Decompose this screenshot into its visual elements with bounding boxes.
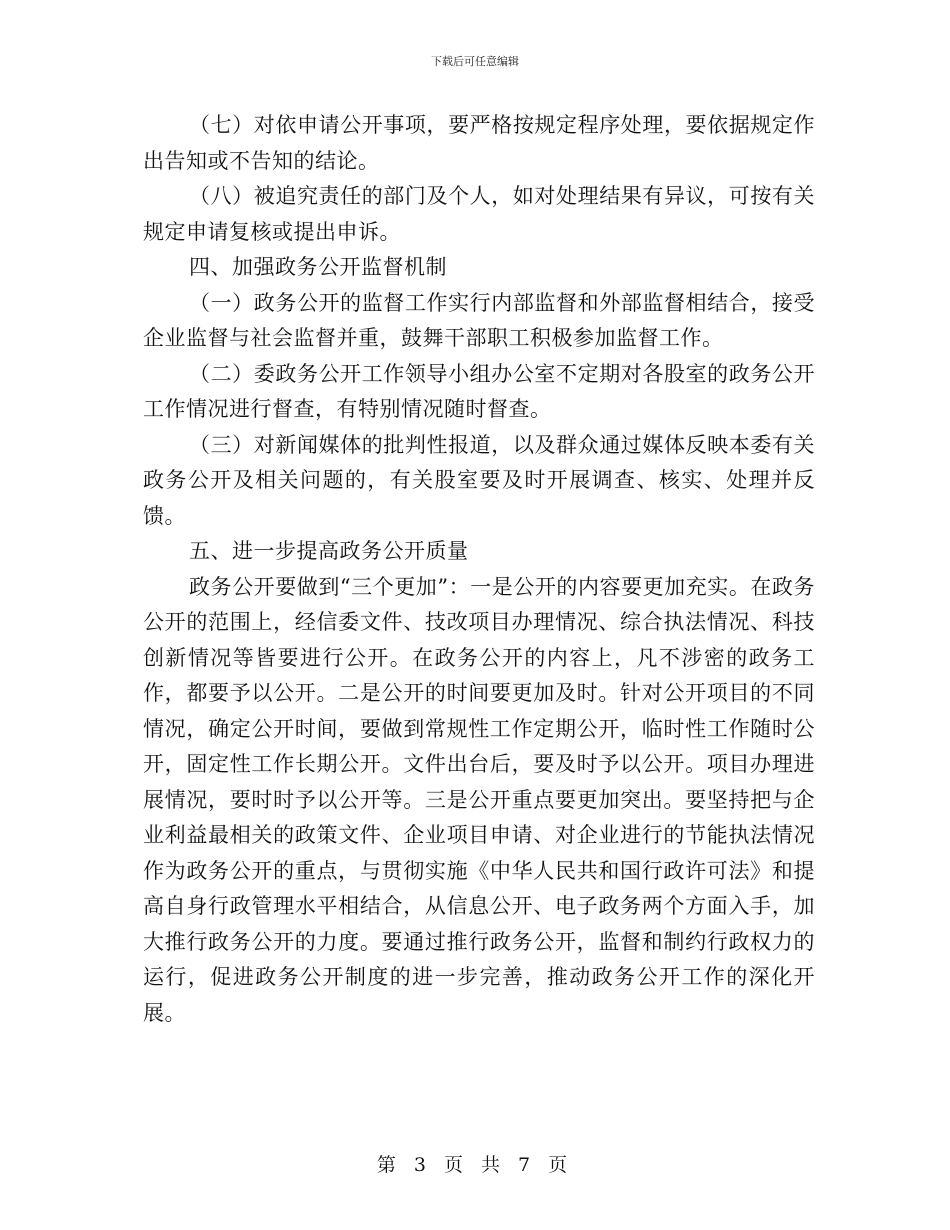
document-body [143, 108, 815, 1031]
paragraph-item-2: （二）委政务公开工作领导小组办公室不定期对各股室的政务公开工作情况进行督查，有特别情况随时督查。 [143, 361, 815, 421]
section-heading-4: 四、加强政务公开监督机制 [189, 255, 447, 279]
page-number: 第 3 页 共 7 页 [376, 1154, 574, 1176]
paragraph-item-7: （七）对依申请公开事项，要严格按规定程序处理，要依据规定作出告知或不告知的结论。 [143, 113, 815, 173]
page-header-note: 下载后可任意编辑 [431, 55, 519, 68]
paragraph-item-3: （三）对新闻媒体的批判性报道，以及群众通过媒体反映本委有关政务公开及相关问题的，有关股室要及时开展调查、核实、处理并反馈。 [143, 432, 815, 528]
paragraph-item-1: （一）政务公开的监督工作实行内部监督和外部监督相结合，接受企业监督与社会监督并重，鼓舞干部职工积极参加监督工作。 [143, 290, 815, 350]
section-heading-5: 五、进一步提高政务公开质量 [189, 539, 469, 563]
paragraph-item-8: （八）被追究责任的部门及个人，如对处理结果有异议，可按有关规定申请复核或提出申诉。 [143, 184, 815, 244]
paragraph-quality: 政务公开要做到“三个更加”：一是公开的内容要更加充实。在政务公开的范围上，经信委文件、技改项目办理情况、综合执法情况、科技创新情况等皆要进行公开。在政务公开的内容上，凡不涉密的政务工作，都要予以公开。二是公开的时间要更加及时。针对公开项目的不同情况，确定公开时间，要做到常规性工作定期公开，临时性工作随时公开，固定性工作长期公开。文件出台后，要及时予以公开。项目办理进展情况，要时时予以公开等。三是公开重点要更加突出。要坚持把与企业利益最相关的政策文件、企业项目申请、对企业进行的节能执法情况作为政务公开的重点，与贯彻实施《中华人民共和国行政许可法》和提高自身行政管理水平相结合，从信息公开、电子政务两个方面入手，加大推行政务公开的力度。要通过推行政务公开，监督和制约行政权力的运行，促进政务公开制度的进一步完善，推动政务公开工作的深化开展。 [143, 574, 815, 1025]
